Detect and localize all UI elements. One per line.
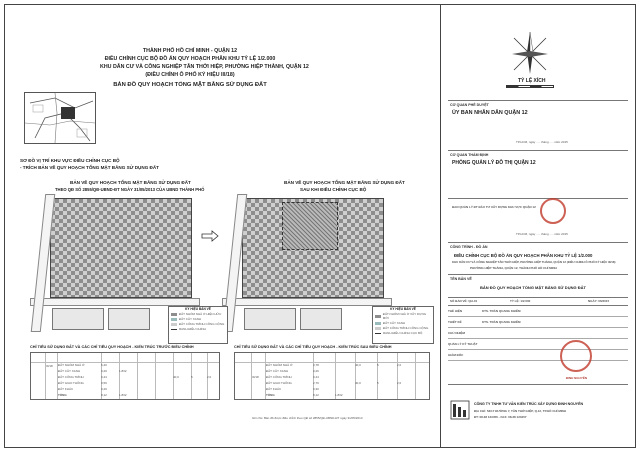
table-cell: ĐẤT GIAO THÔNG	[266, 381, 292, 385]
legend-item-label: ĐẤT CÔNG TRÌNH CÔNG CỘNG	[179, 322, 225, 326]
table-left-rows	[58, 363, 219, 399]
legend-item	[375, 312, 431, 320]
table-cell: ĐẤT KHÁC	[58, 387, 74, 391]
approval-date: TP.HCM, ngày ..... tháng ..... năm 2015	[516, 140, 568, 144]
role-row	[448, 306, 628, 317]
company-logo-icon	[450, 400, 470, 420]
role-title: THIẾT KẾ	[448, 320, 462, 324]
table-cell: ĐẤT GIAO THÔNG	[58, 381, 84, 385]
legend-right-title: KÝ HIỆU BẢN VẼ	[390, 307, 416, 311]
role-row	[448, 317, 628, 328]
table-cell: 8,12	[101, 393, 107, 397]
legend-item	[171, 327, 225, 331]
header-project-area: KHU DÂN CƯ VÀ CÔNG NGHIỆP TÂN THỚI HIỆP, PHƯỜNG HIỆP THÀNH, QUẬN 12	[100, 64, 309, 70]
legend-item-label: ĐẤT NHÓM NHÀ Ở XÂY DỰNG MỚI	[382, 312, 427, 320]
project-address: PHƯỜNG HIỆP THÀNH, QUẬN 12, THÀNH PHỐ HỒ CHÍ MINH	[470, 266, 557, 270]
left-map-block	[52, 308, 104, 330]
right-map-adjusted-area	[282, 202, 338, 250]
location-map-drawing	[25, 93, 95, 143]
red-stamp	[540, 198, 566, 224]
legend-item	[171, 312, 225, 316]
legend-item-label: RANH ĐIỀU CHỈNH CỤC BỘ	[383, 331, 423, 335]
approver-name: ỦY BAN NHÂN DÂN QUẬN 12	[452, 110, 528, 116]
legend-left	[168, 306, 228, 344]
table-cell: 5	[377, 381, 379, 385]
location-map	[24, 92, 96, 144]
note-text: Ghi chú: Bản đồ được điều chỉnh theo QĐ số 2855/QĐ-UBND-ĐT ngày 31/05/2013	[252, 416, 363, 420]
table-row	[58, 393, 219, 399]
table-cell: ĐẤT CÔNG TRÌNH	[266, 375, 292, 379]
role-title: THỂ HIỆN	[448, 309, 463, 313]
header-city: THÀNH PHỐ HỒ CHÍ MINH - QUẬN 12	[142, 48, 238, 54]
table-cell: 1.832	[335, 393, 343, 397]
legend-item	[375, 331, 431, 335]
table-cell: 6,40	[101, 363, 107, 367]
table-right-title: CHỈ TIÊU SỬ DỤNG ĐẤT VÀ CÁC CHỈ TIÊU QUY HOẠCH - KIẾN TRÚC SAU ĐIỀU CHỈNH	[234, 345, 392, 349]
legend-item-label: RANH ĐIỀU CHỈNH	[179, 327, 206, 331]
right-map-block	[300, 308, 342, 330]
role-row	[448, 350, 628, 361]
drawing-number: SỐ BẢN VẼ: QH-01	[450, 299, 478, 303]
approver-label: CƠ QUAN PHÊ DUYỆT	[450, 103, 489, 107]
header-block-code: (ĐIỀU CHỈNH Ô PHỐ KÝ HIỆU III/18)	[145, 72, 235, 78]
table-cell: 0,44	[101, 375, 107, 379]
table-cell: TỔNG	[58, 393, 67, 397]
location-map-caption: SƠ ĐỒ VỊ TRÍ KHU VỰC ĐIỀU CHỈNH CỤC BỘ	[20, 158, 120, 163]
table-cell: 2,0	[397, 363, 402, 367]
north-arrow-icon	[510, 30, 550, 76]
approval-text: BAN QUẢN LÝ ĐT ĐẦU TƯ XÂY DỰNG KHU VỰC QUẬN 12	[452, 205, 536, 209]
table-left-title: CHỈ TIÊU SỬ DỤNG ĐẤT VÀ CÁC CHỈ TIÊU QUY HOẠCH - KIẾN TRÚC TRƯỚC ĐIỀU CHỈNH	[30, 345, 194, 349]
legend-left-title: KÝ HIỆU BẢN VẼ	[185, 307, 211, 311]
header-map-title: BẢN ĐỒ QUY HOẠCH TỔNG MẶT BẰNG SỬ DỤNG ĐẤT	[113, 82, 267, 88]
approval-date-2: TP.HCM, ngày ..... tháng ..... năm 2015	[516, 232, 568, 236]
role-row	[448, 339, 628, 350]
table-left-ref-code: III/18	[46, 364, 53, 368]
table-right	[234, 352, 430, 400]
table-left	[30, 352, 220, 400]
legend-item-label: ĐẤT CÂY XANH	[179, 317, 202, 321]
table-cell: 3,78	[313, 363, 319, 367]
right-map-road	[222, 298, 392, 306]
legend-item	[171, 322, 225, 326]
company-address: ĐỊA CHỈ: 53/17 ĐƯỜNG Y, TÂN THỚI HIỆP, Q.12, TP.HỒ CHÍ MINH	[474, 409, 567, 413]
left-map-residential	[50, 198, 192, 298]
drawing-scale: TỶ LỆ: 1/2.000	[510, 299, 531, 303]
drawing-name: BẢN ĐỒ QUY HOẠCH TỔNG MẶT BẰNG SỬ DỤNG ĐẤT	[480, 285, 586, 290]
table-cell: 0,59	[101, 381, 107, 385]
table-cell: 0,29	[101, 387, 107, 391]
table-cell: 0,29	[101, 369, 107, 373]
table-cell: 2,79	[313, 381, 319, 385]
table-cell: ĐẤT CÂY XANH	[266, 369, 289, 373]
table-cell: ĐẤT CÔNG TRÌNH	[58, 375, 84, 379]
table-cell: 40,0	[355, 381, 361, 385]
table-cell: 5	[377, 363, 379, 367]
company-phone: ĐT: 08.38 123456 - FAX: 08.38 123457	[474, 415, 527, 419]
legend-item	[171, 317, 225, 321]
table-row	[266, 393, 429, 399]
signer-name: ĐINH NGUYÊN	[566, 376, 588, 380]
company-stamp	[560, 340, 592, 372]
reviewer-label: CƠ QUAN THẨM ĐỊNH	[450, 153, 489, 157]
project-label: CÔNG TRÌNH - ĐỒ ÁN	[450, 245, 488, 249]
table-cell: 0,44	[313, 375, 319, 379]
legend-item-label: ĐẤT CÂY XANH	[383, 321, 406, 325]
table-cell: ĐẤT NHÓM NHÀ Ở	[266, 363, 293, 367]
legend-right	[372, 306, 434, 344]
left-map-title: BẢN VẼ QUY HOẠCH TỔNG MẶT BẰNG SỬ DỤNG ĐẤT	[70, 180, 191, 185]
table-right-ref-code: III/18	[252, 375, 259, 379]
role-title: QUẢN LÝ KỸ THUẬT	[448, 342, 478, 346]
project-subtitle: KHU DÂN CƯ VÀ CÔNG NGHIỆP TÂN THỚI HIỆP, PHƯỜNG HIỆP THÀNH, QUẬN 12 (ĐIỀU CHỈNH Ô PHỐ KÝ HIỆU III/18)	[452, 260, 616, 264]
role-name: KTS. TRẦN QUANG KHIÊM	[482, 320, 521, 324]
header-project-title: ĐIỀU CHỈNH CỤC BỘ ĐỒ ÁN QUY HOẠCH PHÂN KHU TỶ LỆ 1/2.000	[104, 56, 276, 62]
table-cell: 5	[191, 375, 193, 379]
arrow-right-icon	[201, 230, 219, 242]
table-cell: 40,0	[173, 375, 179, 379]
project-title: ĐIỀU CHỈNH CỤC BỘ ĐỒ ÁN QUY HOẠCH PHÂN KHU TỶ LỆ 1/2.000	[454, 253, 593, 258]
legend-item-label: ĐẤT CÔNG TRÌNH CÔNG CỘNG	[383, 326, 429, 330]
reviewer-name: PHÒNG QUẢN LÝ ĐÔ THỊ QUẬN 12	[452, 160, 536, 166]
left-map-road	[30, 298, 200, 306]
right-map	[222, 194, 392, 332]
table-cell: TỔNG	[266, 393, 275, 397]
drawing-date: NGÀY: 06/2015	[588, 299, 610, 303]
legend-item-label: ĐẤT NHÓM NHÀ Ở HIỆN HỮU	[179, 312, 222, 316]
table-cell: 0,30	[313, 387, 319, 391]
right-map-subtitle: SAU KHI ĐIỀU CHỈNH CỤC BỘ	[300, 187, 367, 192]
table-cell: 1.832	[119, 369, 127, 373]
table-cell: ĐẤT NHÓM NHÀ Ở	[58, 363, 85, 367]
legend-item	[375, 321, 431, 325]
left-map-decision: THEO QĐ SỐ 2855/QĐ-UBND-ĐT NGÀY 31/05/2013 CỦA UBND THÀNH PHỐ	[55, 187, 205, 192]
drawing-label: TÊN BẢN VẼ	[450, 277, 472, 281]
role-row	[448, 328, 628, 339]
role-title: GIÁM ĐỐC	[448, 353, 464, 357]
role-name: KTS. TRẦN QUANG KHIÊM	[482, 309, 521, 313]
title-block-divider	[440, 4, 441, 448]
location-map-subcaption: - TRÍCH BẢN VẼ QUY HOẠCH TỔNG MẶT BẰNG SỬ DỤNG ĐẤT	[20, 165, 159, 170]
table-cell: 8,12	[313, 393, 319, 397]
roles-table	[448, 306, 628, 361]
table-cell: 40,0	[355, 363, 361, 367]
table-cell: ĐẤT KHÁC	[266, 387, 282, 391]
right-map-title: BẢN VẼ QUY HOẠCH TỔNG MẶT BẰNG SỬ DỤNG ĐẤT	[284, 180, 405, 185]
scale-label: TỶ LỆ XÍCH	[518, 78, 546, 84]
role-title: CHỦ NHIỆM	[448, 331, 465, 335]
right-map-block	[244, 308, 296, 330]
scale-bar	[506, 85, 554, 88]
legend-item	[375, 326, 431, 330]
table-cell: 2,0	[207, 375, 212, 379]
table-right-rows	[266, 363, 429, 399]
table-cell: 0,26	[313, 369, 319, 373]
company-name: CÔNG TY TNHH TƯ VẤN KIẾN TRÚC XÂY DỰNG ĐINH NGUYÊN	[474, 402, 584, 406]
table-cell: 2,0	[397, 381, 402, 385]
table-cell: 1.832	[119, 393, 127, 397]
left-map-block	[108, 308, 150, 330]
table-cell: ĐẤT CÂY XANH	[58, 369, 81, 373]
